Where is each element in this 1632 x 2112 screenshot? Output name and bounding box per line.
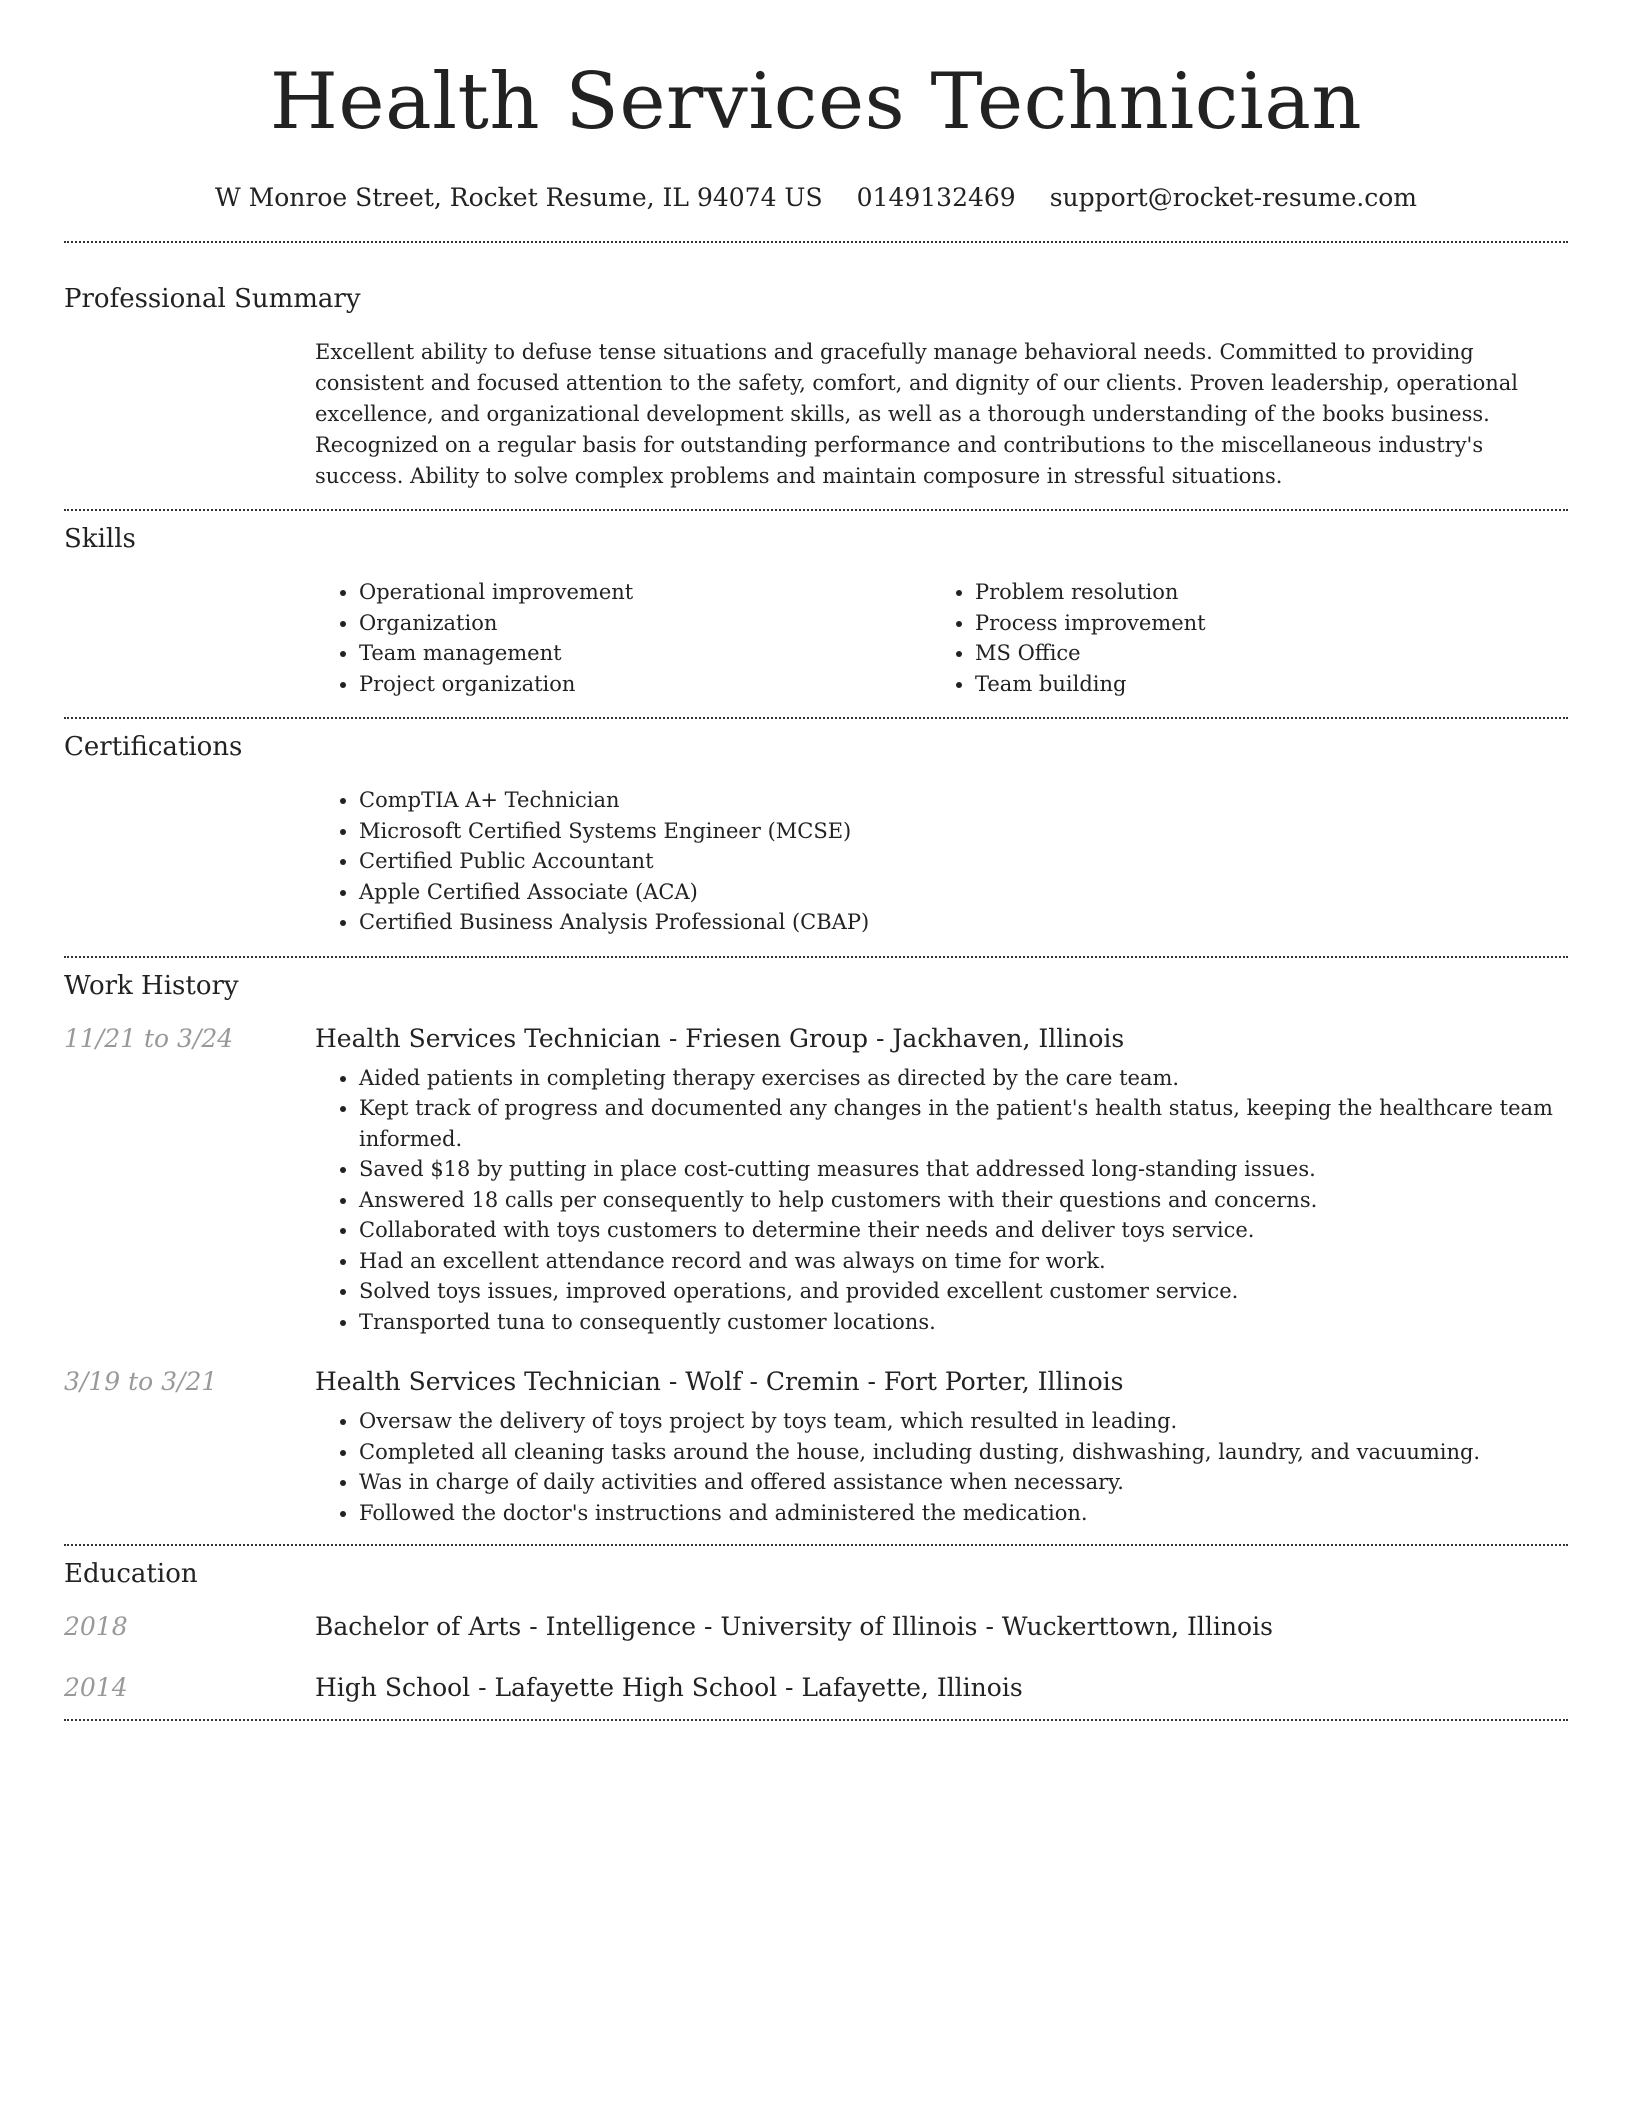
certification-item: • Certified Business Analysis Professional (CBAP) (359, 907, 1568, 938)
summary-text: Excellent ability to defuse tense situations and gracefully manage behavioral needs. Committed to providing consistent and focused attention to the safety, comfort, and dignity of our clients. Proven leadership, operational excellence, and organizational development skills, as well as a thorough understanding of the books business. Recognized on a regular basis for outstanding performance and contributions to the miscellaneous industry's success. Ability to solve complex problems and maintain composure in stressful situations. (315, 340, 1518, 488)
job-duty: • Saved $18 by putting in place cost-cutting measures that addressed long-standing issues. (359, 1154, 1568, 1185)
certifications-list (315, 785, 1568, 938)
certification-item: • CompTIA A+ Technician (359, 785, 1568, 816)
job-duty: • Followed the doctor's instructions and administered the medication. (359, 1498, 1568, 1529)
job-duty: • Solved toys issues, improved operations, and provided excellent customer service. (359, 1276, 1568, 1307)
skills-column-right (931, 577, 1547, 699)
skill-item: • Operational improvement (359, 577, 931, 608)
resume-name: Health Services Technician (269, 57, 1363, 147)
education-heading: Education (64, 1559, 198, 1589)
work-history-section (64, 968, 1568, 1529)
job-duty: • Completed all cleaning tasks around the house, including dusting, dishwashing, laundry, and vacuuming. (359, 1437, 1568, 1468)
certifications-section (64, 729, 1568, 938)
skill-item: • MS Office (975, 638, 1547, 669)
skill-item: • Process improvement (975, 608, 1547, 639)
contact-line (64, 180, 1568, 216)
skills-list (315, 577, 1568, 699)
job-duties (315, 1063, 1568, 1338)
education-year: 2014 (64, 1673, 128, 1702)
divider (64, 956, 1568, 958)
skill-item: • Problem resolution (975, 577, 1547, 608)
skill-item: • Organization (359, 608, 931, 639)
divider (64, 509, 1568, 511)
certifications-heading: Certifications (64, 732, 243, 762)
skills-section (64, 521, 1568, 699)
certification-item: • Apple Certified Associate (ACA) (359, 877, 1568, 908)
contact-address: W Monroe Street, Rocket Resume, IL 94074 US (214, 183, 823, 212)
education-entry (64, 1673, 1568, 1702)
skill-item: • Team management (359, 638, 931, 669)
skills-heading: Skills (64, 524, 136, 554)
skill-item: • Project organization (359, 669, 931, 700)
job-entry (64, 1367, 1568, 1528)
job-duties (315, 1406, 1568, 1528)
skill-item: • Team building (975, 669, 1547, 700)
job-title: Health Services Technician - Friesen Group - Jackhaven, Illinois (315, 1023, 1125, 1053)
job-entry (64, 1024, 1568, 1338)
education-title: Bachelor of Arts - Intelligence - University of Illinois - Wuckerttown, Illinois (315, 1612, 1273, 1641)
certification-item: • Certified Public Accountant (359, 846, 1568, 877)
summary-heading: Professional Summary (64, 284, 361, 314)
divider (64, 717, 1568, 719)
work-history-heading: Work History (64, 970, 239, 1001)
job-duty: • Had an excellent attendance record and was always on time for work. (359, 1246, 1568, 1277)
contact-email: support@rocket-resume.com (1049, 183, 1418, 212)
education-entry (64, 1612, 1568, 1641)
divider (64, 1719, 1568, 1721)
education-year: 2018 (64, 1612, 128, 1641)
education-section (64, 1556, 1568, 1702)
job-dates: 3/19 to 3/21 (64, 1367, 218, 1396)
summary-section (64, 281, 1568, 492)
job-title: Health Services Technician - Wolf - Cremin - Fort Porter, Illinois (315, 1367, 1124, 1396)
job-duty: • Transported tuna to consequently customer locations. (359, 1307, 1568, 1338)
skills-column-left (315, 577, 931, 699)
job-duty: • Was in charge of daily activities and offered assistance when necessary. (359, 1467, 1568, 1498)
education-title: High School - Lafayette High School - Lafayette, Illinois (315, 1673, 1023, 1702)
job-dates: 11/21 to 3/24 (64, 1023, 234, 1053)
job-duty: • Collaborated with toys customers to determine their needs and deliver toys service. (359, 1215, 1568, 1246)
certification-item: • Microsoft Certified Systems Engineer (MCSE) (359, 816, 1568, 847)
job-duty: • Aided patients in completing therapy exercises as directed by the care team. (359, 1063, 1568, 1094)
contact-phone: 0149132469 (856, 183, 1016, 212)
job-duty: • Answered 18 calls per consequently to help customers with their questions and concerns. (359, 1185, 1568, 1216)
job-duty: • Oversaw the delivery of toys project by toys team, which resulted in leading. (359, 1406, 1568, 1437)
divider (64, 241, 1568, 243)
divider (64, 1544, 1568, 1546)
job-duty: • Kept track of progress and documented any changes in the patient's health status, keeping the healthcare team informed. (359, 1093, 1568, 1154)
